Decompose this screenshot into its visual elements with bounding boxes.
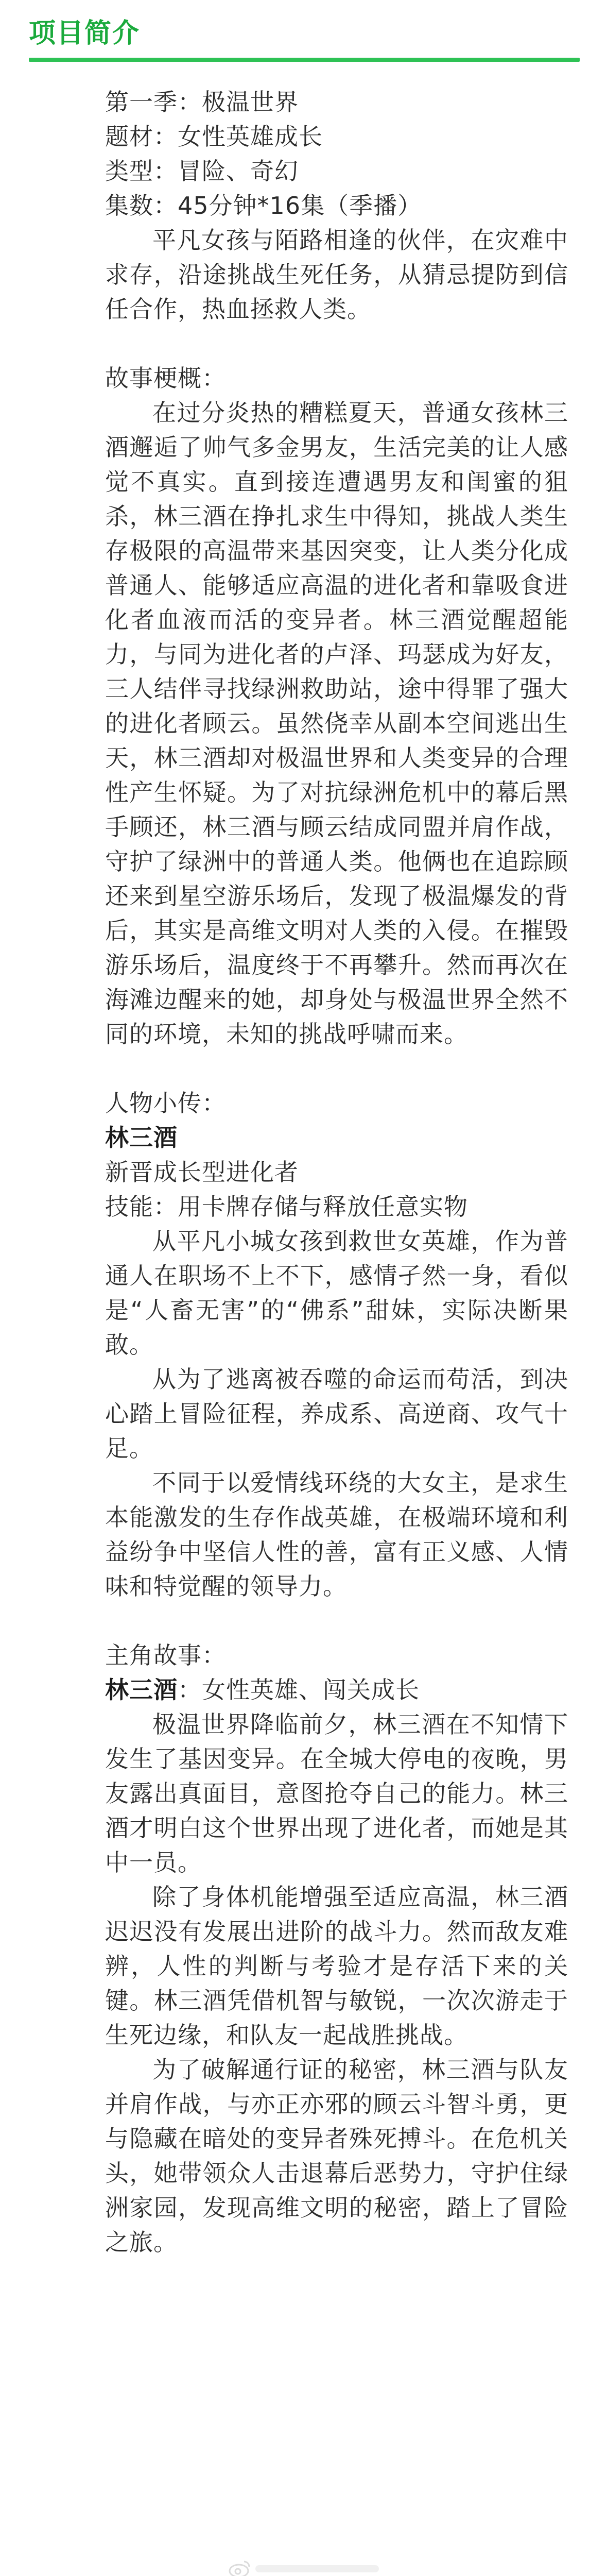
story-tagline [105,1673,568,1707]
story-heading: 主角故事： [105,1641,226,1669]
story-tags: ：女性英雄、闯关成长 [178,1676,420,1704]
logline-paragraph: 平凡女孩与陌路相逢的伙伴，在灾难中求存，沿途挑战生死任务，从猜忌提防到信任合作，热血拯救人类。 [105,226,568,323]
story-paragraph: 极温世界降临前夕，林三酒在不知情下发生了基因变异。在全城大停电的夜晚，男友露出真面目，意图抢夺自己的能力。林三酒才明白这个世界出现了进化者，而她是其中一员。 [105,1710,568,1876]
genre-line: 类型：冒险、奇幻 [105,157,299,185]
story-paragraph: 为了破解通行证的秘密，林三酒与队友并肩作战，与亦正亦邪的顾云斗智斗勇，更与隐藏在暗处的变异者殊死搏斗。在危机关头，她带领众人击退幕后恶势力，守护住绿洲家园，发现高维文明的秘密，踏上了冒险之旅。 [105,2056,568,2256]
section-title: 项目简介 [29,18,141,49]
spacer [105,1604,568,1638]
story-paragraph: 除了身体机能增强至适应高温，林三酒迟迟没有发展出进阶的战斗力。然而敌友难辨，人性的判断与考验才是存活下来的关键。林三酒凭借机智与敏锐，一次次游走于生死边缘，和队友一起战胜挑战。 [105,1883,568,2049]
section-underline [29,58,580,62]
watermark [216,2556,391,2576]
characters-heading: 人物小传： [105,1089,226,1117]
article-body [105,85,568,2260]
character-skill: 技能：用卡牌存储与释放任意实物 [105,1193,468,1221]
character-role: 新晋成长型进化者 [105,1158,299,1186]
section-header [0,0,607,62]
spacer [105,327,568,361]
spacer [105,1052,568,1086]
character-name: 林三酒 [105,1124,178,1151]
synopsis-paragraph: 在过分炎热的糟糕夏天，普通女孩林三酒邂逅了帅气多金男友，生活完美的让人感觉不真实。直到接连遭遇男友和闺蜜的狙杀，林三酒在挣扎求生中得知，挑战人类生存极限的高温带来基因突变，让人类分化成普通人、能够适应高温的进化者和靠吸食进化者血液而活的变异者。林三酒觉醒超能力，与同为进化者的卢泽、玛瑟成为好友，三人结伴寻找绿洲救助站，途中得罪了强大的进化者顾云。虽然侥幸从副本空间逃出生天，林三酒却对极温世界和人类变异的合理性产生怀疑。为了对抗绿洲危机中的幕后黑手顾还，林三酒与顾云结成同盟并肩作战，守护了绿洲中的普通人类。他俩也在追踪顾还来到星空游乐场后，发现了极温爆发的背后，其实是高维文明对人类的入侵。在摧毁游乐场后，温度终于不再攀升。然而再次在海滩边醒来的她，却身处与极温世界全然不同的环境，未知的挑战呼啸而来。 [105,399,568,1048]
synopsis-heading: 故事梗概： [105,364,226,392]
weibo-logo-icon [229,2560,251,2576]
character-paragraph: 不同于以爱情线环绕的大女主，是求生本能激发的生存作战英雄，在极端环境和利益纷争中坚信人性的善，富有正义感、人情味和特觉醒的领导力。 [105,1469,568,1600]
season-line: 第一季：极温世界 [105,88,299,116]
episodes-line: 集数：45分钟*16集（季播） [105,192,422,219]
theme-line: 题材：女性英雄成长 [105,123,323,150]
watermark-smudge-icon [255,2561,379,2576]
character-paragraph: 从为了逃离被吞噬的命运而苟活，到决心踏上冒险征程，养成系、高逆商、攻气十足。 [105,1365,568,1462]
story-character-name: 林三酒 [105,1676,178,1704]
character-paragraph: 从平凡小城女孩到救世女英雄，作为普通人在职场不上不下，感情孑然一身，看似是“人畜无害”的“佛系”甜妹，实际决断果敢。 [105,1227,568,1359]
